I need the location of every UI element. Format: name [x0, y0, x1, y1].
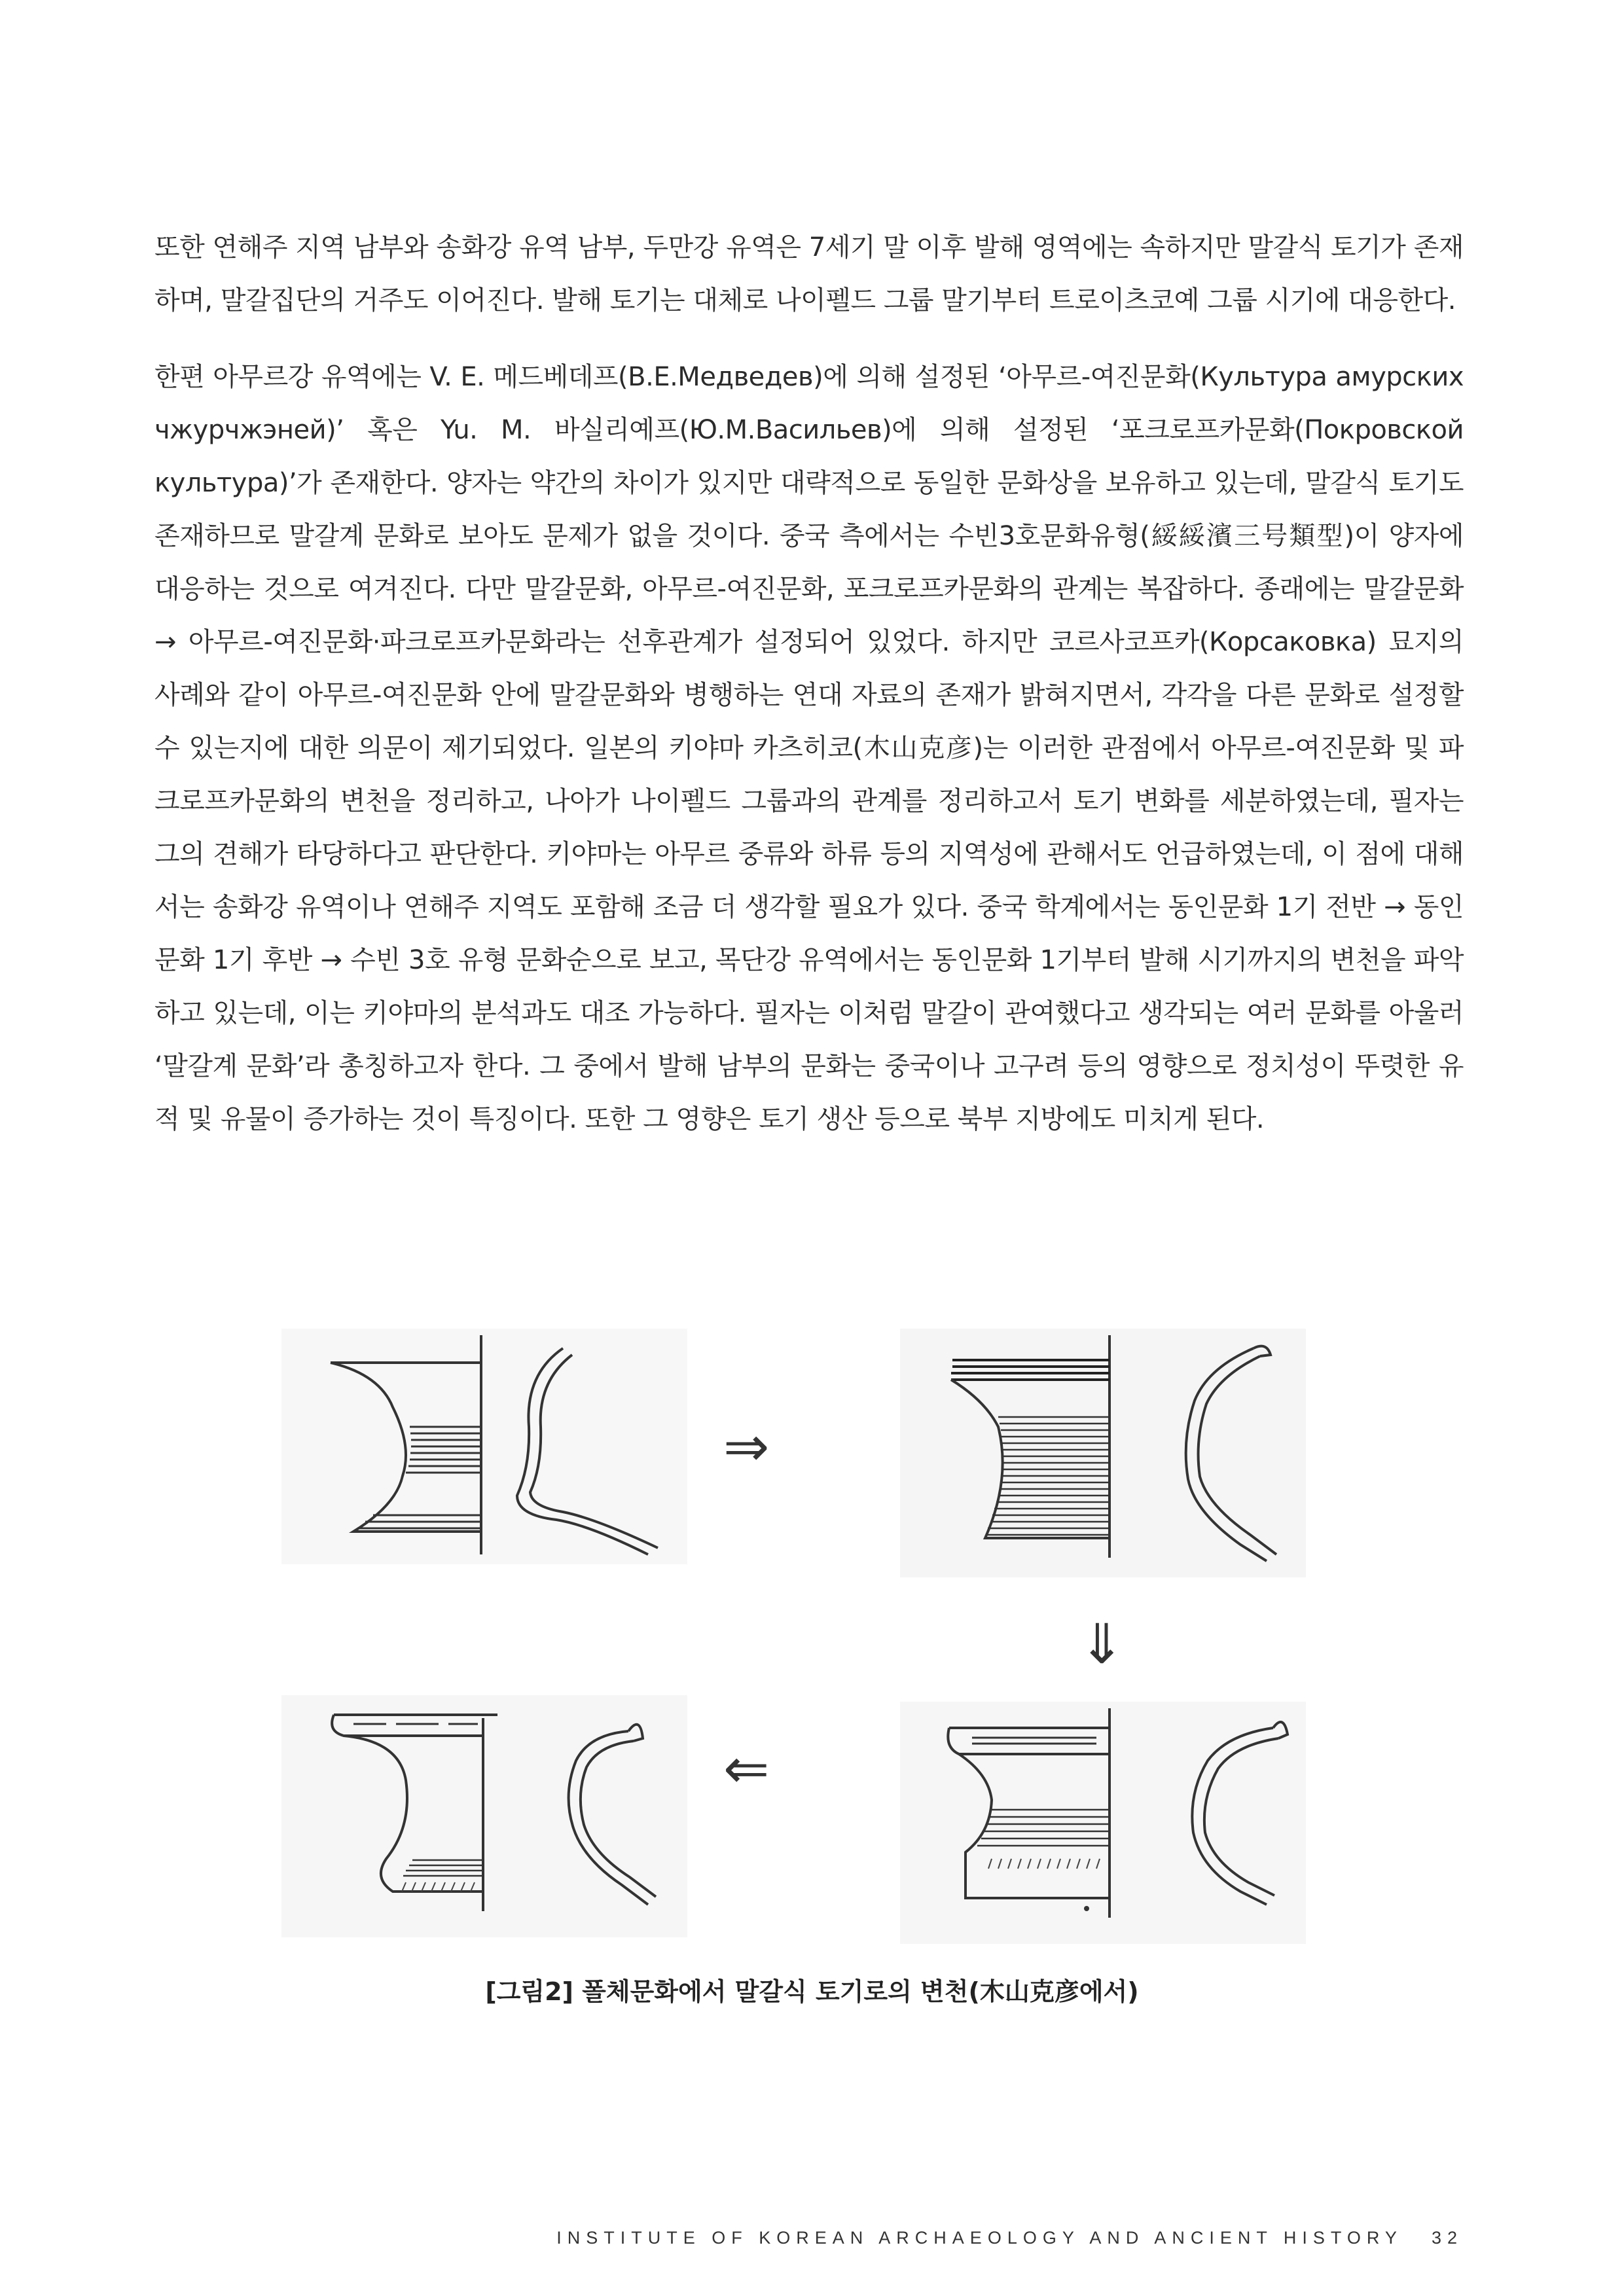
footer-institute: INSTITUTE OF KOREAN ARCHAEOLOGY AND ANCIENT HISTORY	[556, 2228, 1403, 2248]
vessel-drawing-1	[281, 1329, 687, 1564]
arrow-right-icon: ⇒	[723, 1414, 770, 1479]
paragraph-1: 또한 연해주 지역 남부와 송화강 유역 남부, 두만강 유역은 7세기 말 이후 발해 영역에는 속하지만 말갈식 토기가 존재하며, 말갈집단의 거주도 이어진다. 발해 토기는 대체로 나이펠드 그룹 말기부터 트로이츠코예 그룹 시기에 대응한다.	[154, 232, 1464, 315]
page-number: 32	[1431, 2228, 1463, 2248]
body-text	[154, 221, 1464, 1146]
arrow-down-icon: ⇓	[1079, 1612, 1125, 1676]
vessel-drawing-2	[900, 1329, 1306, 1577]
vessel-drawing-4	[281, 1695, 687, 1937]
vessel-drawing-3	[900, 1702, 1306, 1944]
arrow-left-icon: ⇐	[723, 1736, 770, 1801]
figure-caption: [그림2] 폴체문화에서 말갈식 토기로의 변천(木山克彦에서)	[485, 1977, 1139, 2006]
page-footer	[556, 2228, 1463, 2248]
paragraph-2: 한편 아무르강 유역에는 V. E. 메드베데프(В.Е.Медведев)에 의해 설정된 ‘아무르-여진문화(Культура амурских чжурчжэней)’ 혹은 Yu. M. 바실리예프(Ю.М.Васильев)에 의해 설정된 ‘포크로프카문화(Покровской культура)’가 존재한다. 양자는 약간의 차이가 있지만 대략적으로 동일한 문화상을 보유하고 있는데, 말갈식 토기도 존재하므로 말갈계 문화로 보아도 문제가 없을 것이다. 중국 측에서는 수빈3호문화유형(綏綏濱三号類型)이 양자에 대응하는 것으로 여겨진다. 다만 말갈문화, 아무르-여진문화, 포크로프카문화의 관계는 복잡하다. 종래에는 말갈문화 → 아무르-여진문화·파크로프카문화라는 선후관계가 설정되어 있었다. 하지만 코르사코프카(Корсаковка) 묘지의 사례와 같이 아무르-여진문화 안에 말갈문화와 병행하는 연대 자료의 존재가 밝혀지면서, 각각을 다른 문화로 설정할 수 있는지에 대한 의문이 제기되었다. 일본의 키야마 카츠히코(木山克彦)는 이러한 관점에서 아무르-여진문화 및 파크로프카문화의 변천을 정리하고, 나아가 나이펠드 그룹과의 관계를 정리하고서 토기 변화를 세분하였는데, 필자는 그의 견해가 타당하다고 판단한다. 키야마는 아무르 중류와 하류 등의 지역성에 관해서도 언급하였는데, 이 점에 대해서는 송화강 유역이나 연해주 지역도 포함해 조금 더 생각할 필요가 있다. 중국 학계에서는 동인문화 1기 전반 → 동인문화 1기 후반 → 수빈 3호 유형 문화순으로 보고, 목단강 유역에서는 동인문화 1기부터 발해 시기까지의 변천을 파악하고 있는데, 이는 키야마의 분석과도 대조 가능하다. 필자는 이처럼 말갈이 관여했다고 생각되는 여러 문화를 아울러 ‘말갈계 문화’라 총칭하고자 한다. 그 중에서 발해 남부의 문화는 중국이나 고구려 등의 영향으로 정치성이 뚜렷한 유적 및 유물이 증가하는 것이 특징이다. 또한 그 영향은 토기 생산 등으로 북부 지방에도 미치게 된다.	[154, 362, 1464, 1134]
